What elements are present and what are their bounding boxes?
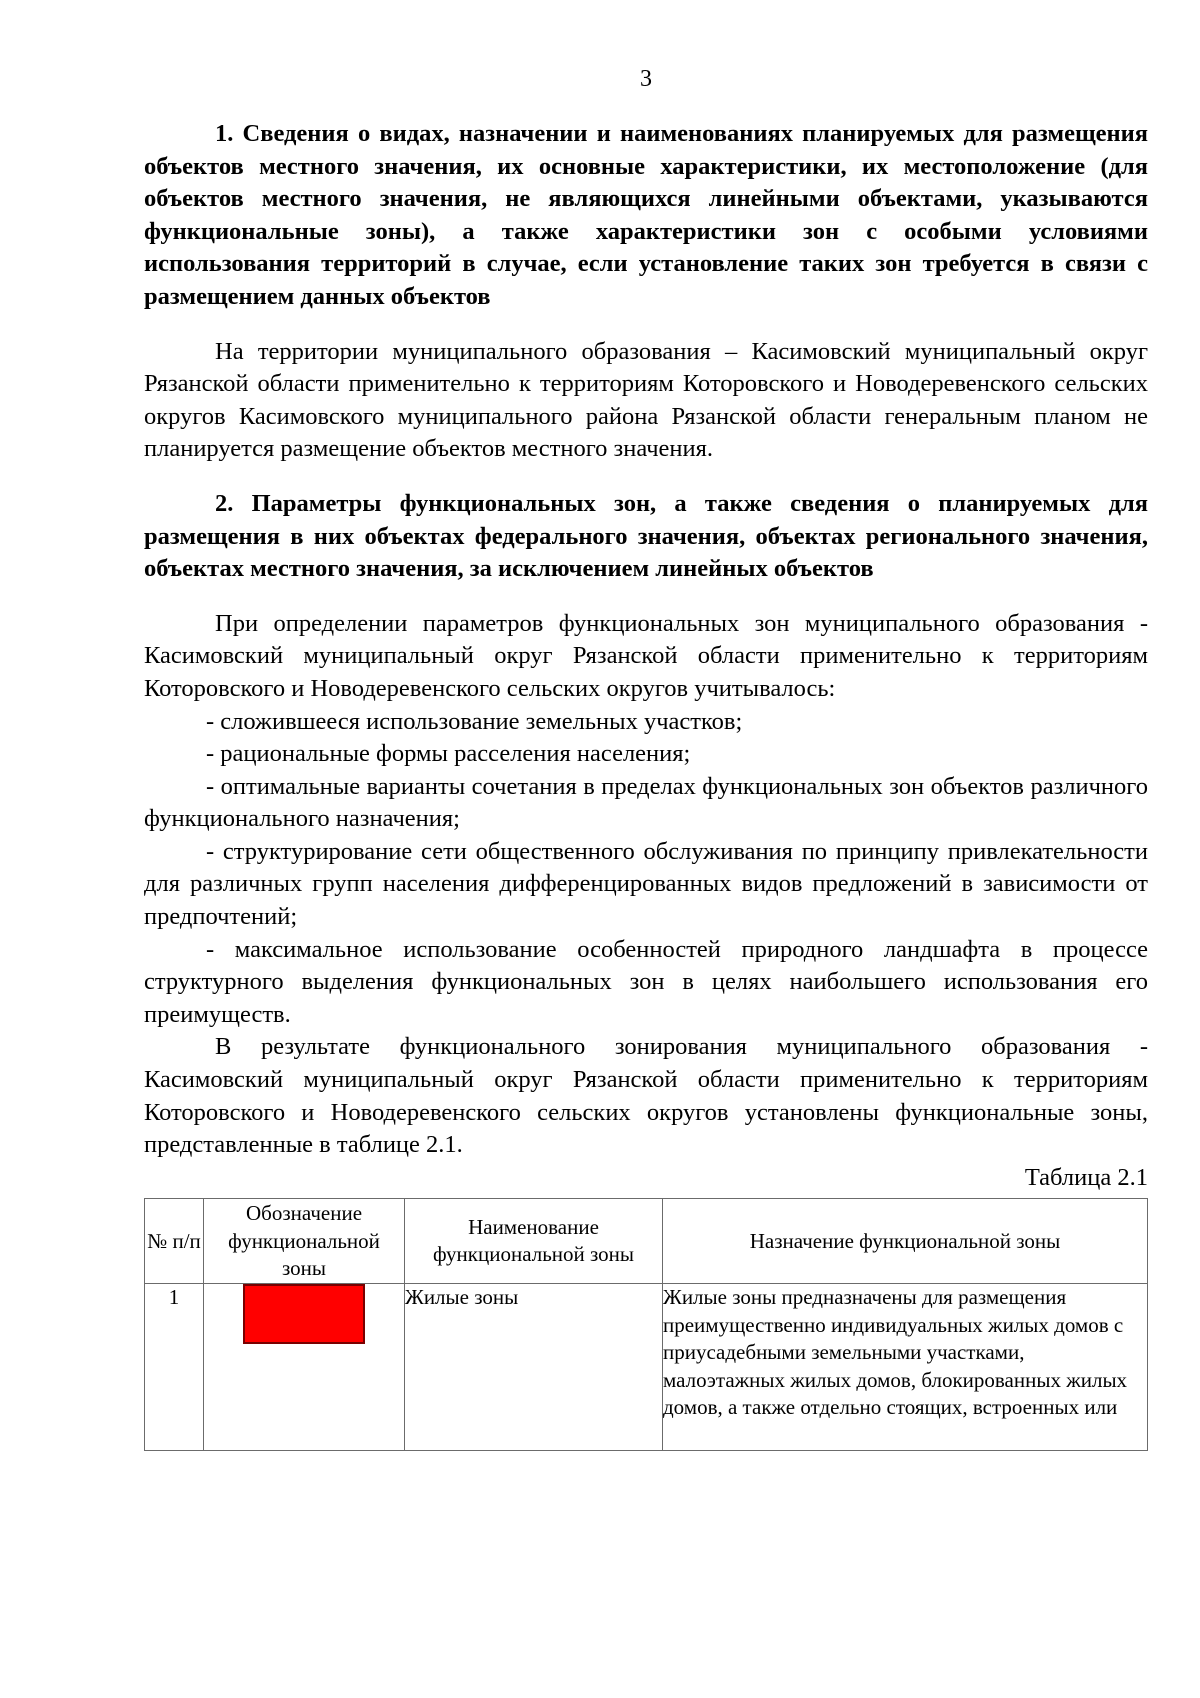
section-1-paragraph: На территории муниципального образования – Касимовский муниципальный округ Рязанской области применительно к территориям Которовского и Новодеревенского сельских округов Касимовского муниципального района Рязанской области генеральным планом не планируется размещение объектов местного значения.: [144, 337, 1148, 463]
page-content: [144, 64, 1148, 1451]
residential-zone-swatch: [243, 1284, 365, 1344]
table-row: [145, 1284, 1148, 1451]
row-zone-name: Жилые зоны: [405, 1284, 663, 1451]
list-item: - оптимальные варианты сочетания в пределах функциональных зон объектов различного функционального назначения;: [144, 772, 1148, 833]
row-zone-purpose: Жилые зоны предназначены для размещения преимущественно индивидуальных жилых домов с приусадебными земельными участками, малоэтажных жилых домов, блокированных жилых домов, а также отдельно стоящих, встроенных или: [663, 1284, 1148, 1451]
list-item: - структурирование сети общественного обслуживания по принципу привлекательности для различных групп населения дифференцированных видов предложений в зависимости от предпочтений;: [144, 837, 1148, 931]
list-item: - сложившееся использование земельных участков;: [206, 707, 743, 735]
section-2-result: В результате функционального зонирования муниципального образования - Касимовский муниципальный округ Рязанской области применительно к территориям Которовского и Новодеревенского сельских округов установлены функциональные зоны, представленные в таблице 2.1.: [144, 1033, 1148, 1159]
header-name: Наименование функциональной зоны: [405, 1199, 663, 1284]
row-symbol-cell: [204, 1284, 405, 1451]
page-number: 3: [640, 66, 652, 92]
list-item: - максимальное использование особенностей природного ландшафта в процессе структурного выделения функциональных зон в целях наибольшего использования его преимуществ.: [144, 935, 1148, 1028]
section-2-intro: При определении параметров функциональных зон муниципального образования - Касимовский муниципальный округ Рязанской области применительно к территориям Которовского и Новодеревенского сельских округов учитывалось:: [144, 609, 1148, 702]
header-purpose: Назначение функциональной зоны: [663, 1199, 1148, 1284]
table-caption: Таблица 2.1: [1024, 1163, 1148, 1191]
section-2-heading: 2. Параметры функциональных зон, а также сведения о планируемых для размещения в них объектах федерального значения, объектах регионального значения, объектах местного значения, за исключением линейных объектов: [144, 489, 1148, 583]
functional-zones-table: [144, 1198, 1148, 1451]
list-item: - рациональные формы расселения населения;: [206, 740, 691, 768]
header-number: № п/п: [145, 1199, 204, 1284]
header-symbol: Обозначение функциональной зоны: [204, 1199, 405, 1284]
table-header-row: [145, 1199, 1148, 1284]
row-number: 1: [145, 1284, 204, 1451]
section-1-heading: 1. Сведения о видах, назначении и наименованиях планируемых для размещения объектов местного значения, их основные характеристики, их местоположение (для объектов местного значения, не являющихся линейными объектами, указываются функциональные зоны), а также характеристики зон с особыми условиями использования территорий в случае, если установление таких зон требуется в связи с размещением данных объектов: [144, 120, 1148, 310]
